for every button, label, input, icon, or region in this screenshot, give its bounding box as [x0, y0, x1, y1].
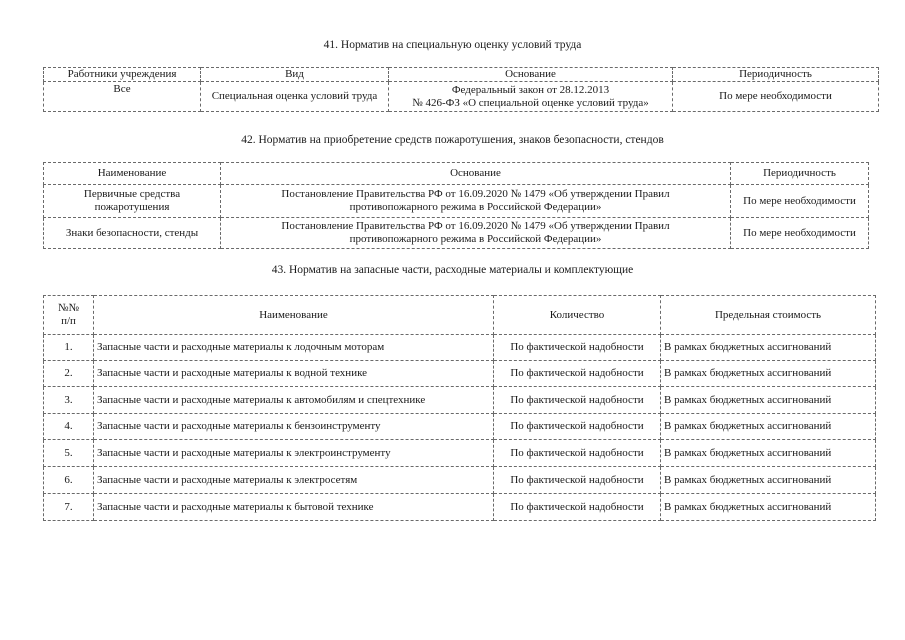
cell-number: 5. — [44, 440, 94, 467]
header-cost: Предельная стоимость — [661, 296, 876, 335]
cell-basis — [389, 82, 673, 112]
cell-cost: В рамках бюджетных ассигнований — [661, 440, 876, 467]
cell-number: 6. — [44, 467, 94, 494]
cell-name: Первичные средства пожаротушения — [44, 185, 221, 218]
table-41 — [43, 67, 879, 112]
header-basis: Основание — [389, 68, 673, 82]
cell-number: 2. — [44, 361, 94, 387]
table-42-header — [44, 163, 869, 185]
header-workers: Работники учреждения — [44, 68, 201, 82]
cell-number: 3. — [44, 387, 94, 414]
table-43 — [43, 295, 876, 521]
cell-cost: В рамках бюджетных ассигнований — [661, 414, 876, 440]
cell-quantity: По фактической надобности — [494, 414, 661, 440]
cell-periodicity: По мере необходимости — [731, 218, 869, 249]
cell-basis — [221, 185, 731, 218]
cell-name: Запасные части и расходные материалы к автомобилям и спецтехнике — [94, 387, 494, 414]
basis-line-2: № 426-ФЗ «О специальной оценке условий труда» — [412, 96, 649, 109]
header-periodicity: Периодичность — [731, 163, 869, 185]
cell-workers: Все — [44, 82, 201, 112]
cell-quantity: По фактической надобности — [494, 440, 661, 467]
cell-quantity: По фактической надобности — [494, 467, 661, 494]
cell-cost: В рамках бюджетных ассигнований — [661, 387, 876, 414]
basis-line-1: Постановление Правительства РФ от 16.09.2020 № 1479 «Об утверждении Правил — [281, 188, 670, 200]
header-kind: Вид — [201, 68, 389, 82]
basis-line-2: противопожарного режима в Российской Федерации» — [349, 201, 602, 213]
table-43-header — [44, 296, 876, 335]
cell-name: Запасные части и расходные материалы к электроинструменту — [94, 440, 494, 467]
table-row — [44, 361, 876, 387]
header-basis: Основание — [221, 163, 731, 185]
table-row — [44, 414, 876, 440]
section-41-title: 41. Норматив на специальную оценку условий труда — [323, 39, 582, 51]
cell-cost: В рамках бюджетных ассигнований — [661, 361, 876, 387]
cell-basis — [221, 218, 731, 249]
cell-quantity: По фактической надобности — [494, 494, 661, 521]
section-43-title: 43. Норматив на запасные части, расходные материалы и комплектующие — [271, 264, 634, 276]
header-name: Наименование — [94, 296, 494, 335]
cell-kind: Специальная оценка условий труда — [201, 82, 389, 112]
cell-name: Запасные части и расходные материалы к лодочным моторам — [94, 335, 494, 361]
table-row — [44, 440, 876, 467]
cell-number: 4. — [44, 414, 94, 440]
header-number-line-2: п/п — [61, 315, 76, 327]
cell-cost: В рамках бюджетных ассигнований — [661, 335, 876, 361]
cell-name: Запасные части и расходные материалы к водной технике — [94, 361, 494, 387]
table-row — [44, 467, 876, 494]
table-41-header — [44, 68, 879, 82]
section-42-title: 42. Норматив на приобретение средств пожаротушения, знаков безопасности, стендов — [241, 134, 664, 146]
table-row — [44, 494, 876, 521]
table-row — [44, 335, 876, 361]
cell-number: 7. — [44, 494, 94, 521]
header-periodicity: Периодичность — [673, 68, 879, 82]
cell-name: Знаки безопасности, стенды — [44, 218, 221, 249]
cell-cost: В рамках бюджетных ассигнований — [661, 494, 876, 521]
table-row — [44, 218, 869, 249]
cell-name: Запасные части и расходные материалы к бензоинструменту — [94, 414, 494, 440]
header-number-line-1: №№ — [58, 302, 79, 314]
table-42 — [43, 162, 869, 249]
basis-line-1: Постановление Правительства РФ от 16.09.2020 № 1479 «Об утверждении Правил — [281, 220, 670, 232]
cell-cost: В рамках бюджетных ассигнований — [661, 467, 876, 494]
table-row — [44, 185, 869, 218]
header-number — [44, 296, 94, 335]
cell-periodicity: По мере необходимости — [731, 185, 869, 218]
cell-number: 1. — [44, 335, 94, 361]
cell-quantity: По фактической надобности — [494, 387, 661, 414]
cell-name: Запасные части и расходные материалы к электросетям — [94, 467, 494, 494]
cell-quantity: По фактической надобности — [494, 335, 661, 361]
header-name: Наименование — [44, 163, 221, 185]
cell-quantity: По фактической надобности — [494, 361, 661, 387]
table-row — [44, 387, 876, 414]
basis-line-2: противопожарного режима в Российской Федерации» — [349, 233, 602, 245]
basis-line-1: Федеральный закон от 28.12.2013 — [451, 83, 610, 96]
table-row — [44, 82, 879, 112]
cell-name: Запасные части и расходные материалы к бытовой технике — [94, 494, 494, 521]
header-quantity: Количество — [494, 296, 661, 335]
cell-periodicity: По мере необходимости — [673, 82, 879, 112]
